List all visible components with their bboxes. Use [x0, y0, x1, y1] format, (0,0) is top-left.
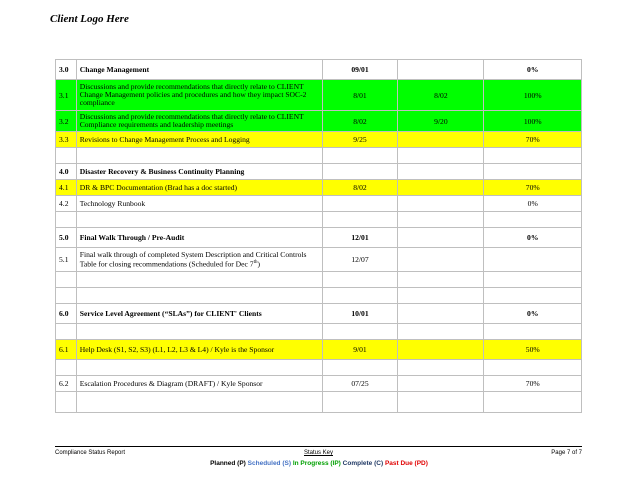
- row-start-date: 9/01: [322, 340, 398, 360]
- row-description: Technology Runbook: [76, 196, 322, 212]
- row-description-tail: ): [257, 259, 261, 269]
- table-row: [56, 196, 582, 212]
- table-row: [56, 60, 582, 80]
- spacer-row: [56, 288, 582, 304]
- row-end-date: [398, 304, 484, 324]
- row-percent: 0%: [484, 60, 582, 80]
- table-row: [56, 248, 582, 272]
- row-start-date: 09/01: [322, 60, 398, 80]
- row-start-date: [322, 196, 398, 212]
- footer-report-title: Compliance Status Report: [55, 450, 126, 456]
- row-percent: 0%: [484, 196, 582, 212]
- row-end-date: [398, 132, 484, 148]
- row-start-date: 12/07: [322, 248, 398, 272]
- table-row: [56, 164, 582, 180]
- legend-complete: Complete (C): [342, 460, 384, 467]
- row-start-date: 9/25: [322, 132, 398, 148]
- row-number: 5.0: [56, 228, 77, 248]
- row-end-date: [398, 180, 484, 196]
- row-start-date: 12/01: [322, 228, 398, 248]
- row-percent: [484, 164, 582, 180]
- row-description: Discussions and provide recommendations that directly relate to CLIENT Change Management policies and procedures and how they impact SOC-2 compliance: [76, 80, 322, 111]
- row-description: Service Level Agreement (“SLAs”) for CLIENT' Clients: [76, 304, 322, 324]
- row-number: 5.1: [56, 248, 77, 272]
- row-number: 3.3: [56, 132, 77, 148]
- row-percent: 70%: [484, 180, 582, 196]
- row-number: 6.2: [56, 376, 77, 392]
- row-end-date: [398, 248, 484, 272]
- row-description-text: Final walk through of completed System Description and Critical Controls Table for closing recommendations (Scheduled for Dec 7: [79, 249, 307, 269]
- legend-in-progress: In Progress (IP): [292, 460, 341, 467]
- row-number: 6.1: [56, 340, 77, 360]
- row-description: Escalation Procedures & Diagram (DRAFT) / Kyle Sponsor: [76, 376, 322, 392]
- row-percent: [484, 248, 582, 272]
- row-percent: 100%: [484, 80, 582, 111]
- table-row: [56, 180, 582, 196]
- row-number: 3.1: [56, 80, 77, 111]
- row-percent: 70%: [484, 376, 582, 392]
- row-percent: 50%: [484, 340, 582, 360]
- row-end-date: [398, 340, 484, 360]
- row-end-date: [398, 60, 484, 80]
- row-end-date: [398, 376, 484, 392]
- row-percent: 70%: [484, 132, 582, 148]
- spacer-row: [56, 392, 582, 413]
- legend-planned: Planned (P): [210, 460, 246, 467]
- table-row: [56, 376, 582, 392]
- legend-scheduled: Scheduled (S): [247, 460, 291, 467]
- row-percent: 0%: [484, 228, 582, 248]
- row-number: 4.2: [56, 196, 77, 212]
- row-start-date: 8/02: [322, 111, 398, 132]
- footer-page-number: Page 7 of 7: [551, 450, 582, 456]
- row-description: Disaster Recovery & Business Continuity Planning: [76, 164, 322, 180]
- row-end-date: 9/20: [398, 111, 484, 132]
- row-number: 6.0: [56, 304, 77, 324]
- status-table: [55, 59, 582, 413]
- table-row: [56, 340, 582, 360]
- row-start-date: 10/01: [322, 304, 398, 324]
- row-end-date: [398, 164, 484, 180]
- row-description: Revisions to Change Management Process and Logging: [76, 132, 322, 148]
- row-description-superscript: th: [253, 259, 258, 265]
- row-description: Help Desk (S1, S2, S3) (L1, L2, L3 & L4) / Kyle is the Sponsor: [76, 340, 322, 360]
- row-start-date: 07/25: [322, 376, 398, 392]
- row-start-date: [322, 164, 398, 180]
- legend-past-due: Past Due (PD): [384, 460, 428, 467]
- table-row: [56, 304, 582, 324]
- table-row: [56, 111, 582, 132]
- spacer-row: [56, 212, 582, 228]
- spacer-row: [56, 148, 582, 164]
- row-percent: 0%: [484, 304, 582, 324]
- row-description: DR & BPC Documentation (Brad has a doc started): [76, 180, 322, 196]
- row-end-date: [398, 196, 484, 212]
- row-number: 3.0: [56, 60, 77, 80]
- row-start-date: 8/02: [322, 180, 398, 196]
- row-percent: 100%: [484, 111, 582, 132]
- footer-status-key: Status Key: [303, 450, 333, 456]
- row-start-date: 8/01: [322, 80, 398, 111]
- row-end-date: [398, 228, 484, 248]
- spacer-row: [56, 324, 582, 340]
- row-number: 4.0: [56, 164, 77, 180]
- row-description: Discussions and provide recommendations that directly relate to CLIENT Compliance requirements and leadership meetings: [76, 111, 322, 132]
- row-number: 4.1: [56, 180, 77, 196]
- row-end-date: 8/02: [398, 80, 484, 111]
- row-number: 3.2: [56, 111, 77, 132]
- spacer-row: [56, 360, 582, 376]
- table-row: [56, 228, 582, 248]
- footer-divider: [55, 446, 582, 447]
- client-logo-text: Client Logo Here: [50, 13, 129, 25]
- row-description: [76, 248, 322, 272]
- status-legend: [0, 460, 638, 467]
- table-row: [56, 132, 582, 148]
- table-row: [56, 80, 582, 111]
- row-description: Change Management: [76, 60, 322, 80]
- spacer-row: [56, 272, 582, 288]
- row-description: Final Walk Through / Pre-Audit: [76, 228, 322, 248]
